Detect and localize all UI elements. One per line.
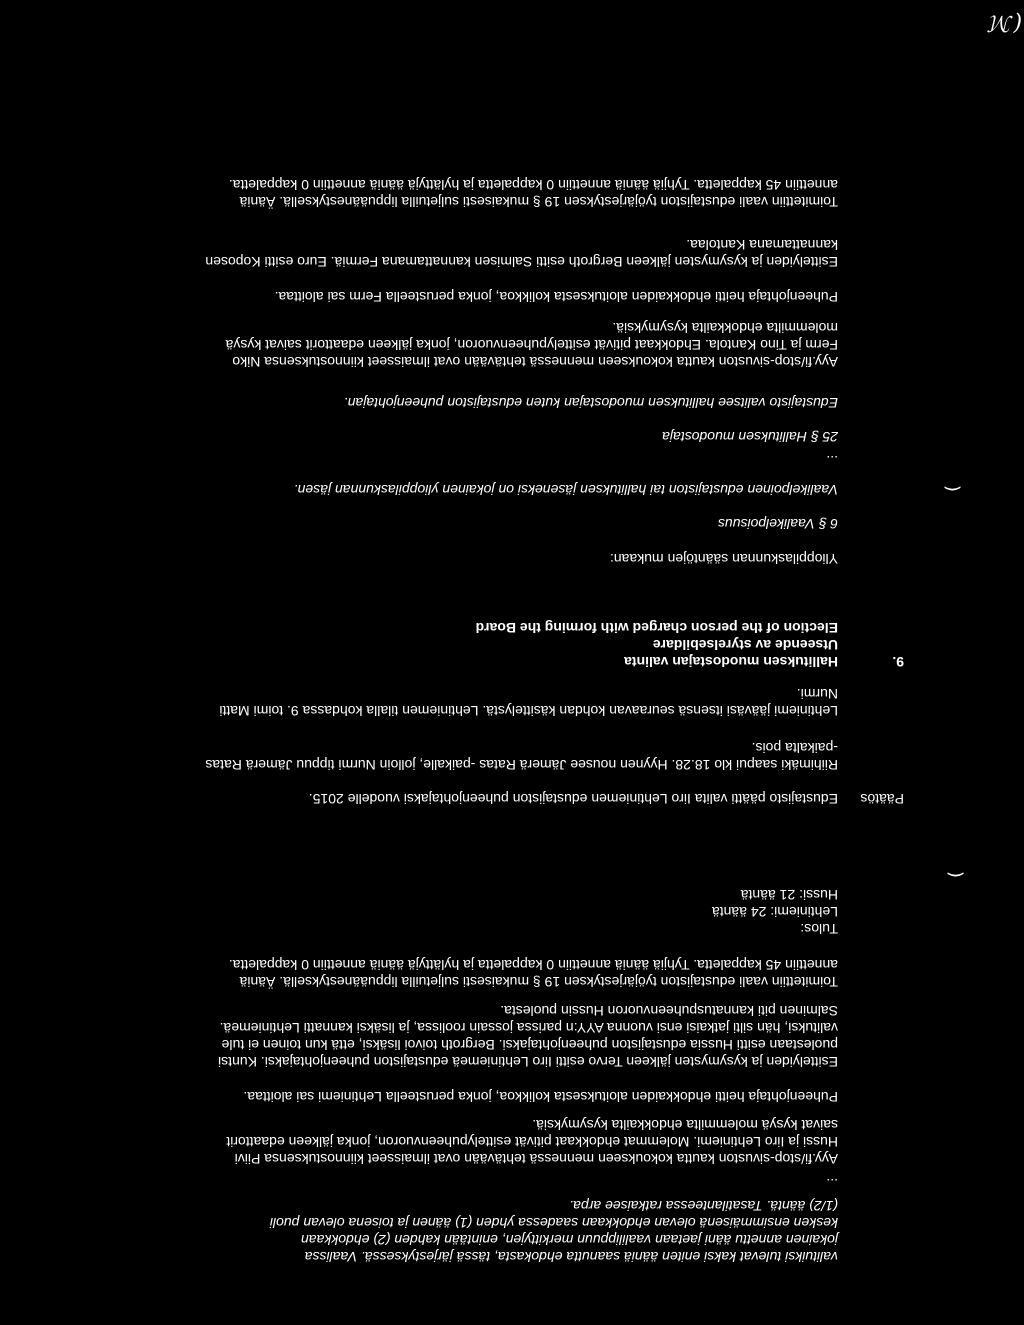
top-paragraph: valituiksi tulevat kaksi eniten ääniä saanutta ehdokasta, tässä järjestyksessä. Vaalissa jokainen annettu ääni jaetaan vaalilippuun merkittyjen, enintään kahden (2) ehdokkaan kesken ensimmäisenä olevan ehdokkaan saadessa yhden (1) äänen ja toisena olevan puoli (1/2) ääntä. Tasatilanteessa ratkaisee arpa. bbox=[269, 1198, 838, 1265]
item-number: 9. bbox=[892, 654, 904, 670]
result-block: Tulos: Lehtiniemi: 24 ääntä Hussi: 21 ääntä bbox=[711, 887, 838, 937]
ellipsis: ... bbox=[826, 453, 838, 469]
decision-text: Edustajisto päätti valita Iiro Lehtiniemen edustajiston puheenjohtajaksi vuodelle 2015. bbox=[308, 791, 838, 807]
decision-label: Päätös bbox=[860, 791, 904, 807]
rules-intro: Ylioppilaskunnan sääntöjen mukaan: bbox=[609, 551, 838, 567]
margin-mark: ( bbox=[944, 870, 966, 879]
rule-25-text: Edustajisto valitsee hallituksen muodostajan kuten edustajiston puheenjohtajan. bbox=[343, 395, 838, 411]
item-title-sv: Utseende av styrelsebildare bbox=[652, 637, 838, 653]
candidates-paragraph: Ayy.fi/stop-sivuston kautta kokoukseen mennessä tehtävään ovat ilmaisseet kiinnostuksensa Piivi Hussi ja Iiro Lehtiniemi. Molemmat ehdokkaat pitivät esittelypuheenvuoron, jonka jälkeen edaattorit saivat kysyä molemmilta ehdokkailta kysymyksiä. bbox=[226, 1117, 838, 1167]
ellipsis: ... bbox=[826, 1176, 838, 1192]
candidates-paragraph-2: Ayy.fi/stop-sivuston kautta kokoukseen mennessä tehtävään ovat ilmaisseet kiinnostuksensa Niko Ferm ja Tino Kantola. Ehdokkaat pitivät esittelypuheenvuoron, jonka jälkeen edaattorit saivat kysyä molemmilta ehdokkailta kysymyksiä. bbox=[225, 320, 838, 370]
rule-25-heading: 25 § Hallituksen muodostaja bbox=[662, 429, 838, 445]
corner-initials: (ℳ bbox=[990, 10, 1023, 35]
recusal-paragraph: Lehtiniemi jääväsi itsensä seuraavan kohdan käsittelystä. Lehtiniemen tilalla kohdassa 9. toimi Matti Nurmi. bbox=[219, 686, 838, 719]
proposal-paragraph-2: Esittelyiden ja kysymysten jälkeen Bergroth esitti Salmisen kannattamana Fermiä. Euro esitti Koposen kannattamana Kantolaa. bbox=[205, 237, 838, 270]
coin-toss-paragraph-2: Puheenjohtaja heitti ehdokkaiden aloituksesta kolikkoa, jonka perusteella Ferm sai aloittaa. bbox=[274, 289, 838, 305]
vote-paragraph: Toimitettiin vaali edustajiston työjärjestyksen 19 § mukaisesti suljetuilla lippuäänestyksellä. Ääniä annettiin 45 kappaletta. Tyhjiä ääniä annettiin 0 kappaletta ja hylättyjä ääniä annettiin 0 kappaletta. bbox=[228, 957, 838, 990]
rule-6-heading: 6 § Vaalikelpoisuus bbox=[717, 516, 838, 532]
item-title bbox=[0, 619, 838, 670]
proposal-paragraph: Esittelyiden ja kysymysten jälkeen Tervo esitti Iiro Lehtiniemeä edustajiston puheenjohtajaksi. Kuntsi puolestaan esitti Hussia edustajiston puheenjohtajaksi. Bergroth toivoi lisäksi, että kun toinen ei tule valituksi, hän silti jatkaisi ensi vuonna AYY:n parissa jossain roolissa, ja lisäksi kannatti Lehtiniemeä. Salminen piti kannatuspuheenvuoron Hussin puolesta. bbox=[218, 1003, 838, 1070]
item-title-en: Election of the person charged with forming the Board bbox=[475, 620, 838, 636]
arrival-paragraph: Riihimäki saapui klo 18.28. Hyynen nousee Jämerä Ratas -paikalle, jolloin Nurmi tippuu Jämerä Ratas -paikalta pois. bbox=[205, 740, 838, 773]
item-title-fi: Hallituksen muodostajan valinta bbox=[624, 654, 838, 670]
coin-toss-paragraph: Puheenjohtaja heitti ehdokkaiden aloituksesta kolikkoa, jonka perusteella Lehtiniemi sai aloittaa. bbox=[243, 1089, 838, 1105]
margin-mark: ( bbox=[941, 484, 963, 493]
vote-paragraph-2: Toimitettiin vaali edustajiston työjärjestyksen 19 § mukaisesti suljetuilla lippuäänestyksellä. Ääniä annettiin 45 kappaletta. Tyhjiä ääniä annettiin 0 kappaletta ja hylättyjä ääniä annettiin 0 kappaletta. bbox=[228, 177, 838, 210]
rule-6-text: Vaalikelpoinen edustajiston tai hallituksen jäseneksi on jokainen ylioppilaskunnan jäsen. bbox=[293, 482, 838, 498]
